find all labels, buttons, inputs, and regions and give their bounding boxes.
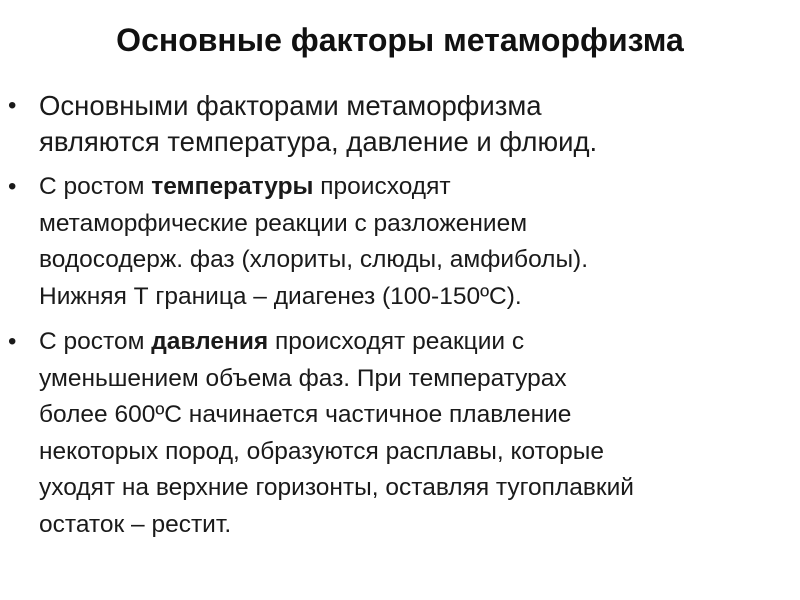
bullet-dot-icon: • [8,173,17,200]
bullet-dot-icon: • [8,92,17,119]
bullet-text-rest: происходят реакции с уменьшением объема фаз. При температурах более 600ºС начинается частичное плавление некоторых пород, образуются расплавы, которые уходят на верхние горизонты, оставляя тугоплавкий остаток – рестит. [39,328,634,538]
bullet-text-lead: С ростом [39,173,152,200]
bullet-text [39,173,588,310]
bullet-text: Основными факторами метаморфизма являются температура, давление и флюид. [39,90,598,157]
bullet-text-lead: С ростом [39,328,152,355]
bullet-item-temperature [8,169,800,315]
bullet-text-rest: происходят метаморфические реакции с разложением водосодерж. фаз (хлориты, слюды, амфиболы). Нижняя Т граница – диагенез (100-150ºС). [39,173,589,310]
bullet-keyword-pressure: давления [151,328,269,355]
bullet-text [39,328,634,538]
slide-title: Основные факторы метаморфизма [116,22,684,58]
bullet-keyword-temperature: температуры [151,173,314,200]
bullet-dot-icon: • [8,328,17,355]
bullet-list [8,88,800,552]
bullet-item-pressure [8,324,800,543]
bullet-item-factors [8,88,800,160]
